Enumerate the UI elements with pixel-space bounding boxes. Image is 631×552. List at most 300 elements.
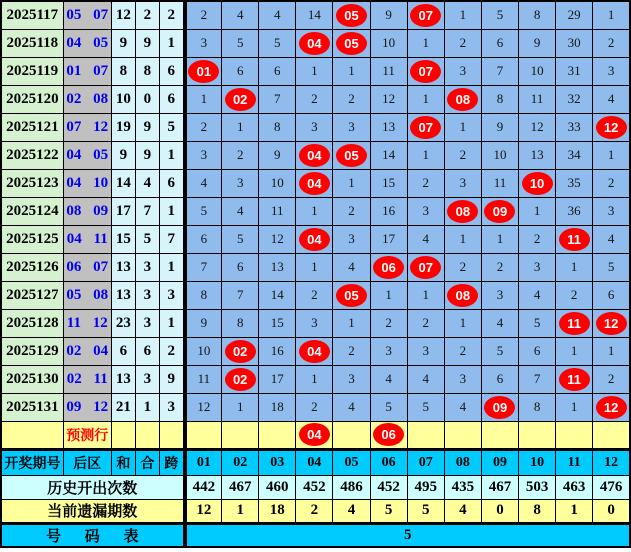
sum-cell: 13 xyxy=(111,281,135,309)
miss-count-cell: 31 xyxy=(556,57,593,85)
current-miss-value: 5 xyxy=(407,499,444,523)
back-zone-cell: 04 05 xyxy=(63,141,111,169)
miss-count-cell: 4 xyxy=(444,393,481,421)
hezhi-cell: 5 xyxy=(135,225,159,253)
miss-count-cell: 1 xyxy=(333,169,370,197)
period-cell: 2025120 xyxy=(1,85,63,113)
sum-cell: 17 xyxy=(111,197,135,225)
hezhi-cell: 6 xyxy=(135,337,159,365)
prediction-cell xyxy=(185,421,222,449)
miss-count-cell: 1 xyxy=(333,309,370,337)
miss-count-cell: 4 xyxy=(481,309,518,337)
miss-count-cell: 7 xyxy=(519,365,556,393)
hezhi-cell: 3 xyxy=(135,253,159,281)
hit-number-ball: 09 xyxy=(484,200,515,223)
miss-count-cell: 4 xyxy=(185,169,222,197)
miss-count-cell: 1 xyxy=(296,57,333,85)
number-table-value: 5 xyxy=(185,523,630,547)
miss-count-cell: 30 xyxy=(556,29,593,57)
header-number-cell: 05 xyxy=(333,449,370,475)
header-number-cell: 02 xyxy=(222,449,259,475)
miss-count-cell: 1 xyxy=(333,57,370,85)
miss-count-cell: 2 xyxy=(444,29,481,57)
miss-count-cell: 4 xyxy=(259,1,296,29)
miss-count-cell: 16 xyxy=(370,197,407,225)
history-count-value: 435 xyxy=(444,475,481,499)
miss-count-cell: 2 xyxy=(444,253,481,281)
sum-cell: 10 xyxy=(111,85,135,113)
miss-count-cell: 2 xyxy=(370,309,407,337)
hit-number-ball: 04 xyxy=(299,32,330,55)
hit-number-ball: 07 xyxy=(410,256,441,279)
miss-count-cell: 5 xyxy=(370,393,407,421)
miss-count-cell: 11 xyxy=(519,85,556,113)
miss-count-cell: 4 xyxy=(519,281,556,309)
miss-count-cell: 1 xyxy=(593,141,630,169)
current-miss-label: 当前遗漏期数 xyxy=(1,499,185,523)
miss-count-cell: 1 xyxy=(444,1,481,29)
miss-count-cell xyxy=(333,141,370,169)
current-miss-value: 4 xyxy=(444,499,481,523)
miss-count-cell: 4 xyxy=(333,253,370,281)
back-zone-cell: 02 04 xyxy=(63,337,111,365)
hit-number-ball: 01 xyxy=(188,60,219,83)
number-table-row xyxy=(1,523,630,547)
prediction-cell xyxy=(556,421,593,449)
miss-count-cell: 12 xyxy=(185,393,222,421)
prediction-cell xyxy=(222,421,259,449)
hit-number-ball: 08 xyxy=(447,284,478,307)
miss-count-cell: 1 xyxy=(593,337,630,365)
hit-number-ball: 04 xyxy=(299,340,330,363)
miss-count-cell: 13 xyxy=(370,113,407,141)
period-cell: 2025128 xyxy=(1,309,63,337)
back-zone-cell: 11 12 xyxy=(63,309,111,337)
hezhi-cell: 1 xyxy=(135,393,159,421)
miss-count-cell: 5 xyxy=(593,253,630,281)
draw-row xyxy=(1,393,630,421)
kuadu-cell: 1 xyxy=(159,309,184,337)
miss-count-cell xyxy=(370,253,407,281)
hit-number-ball: 07 xyxy=(410,116,441,139)
back-zone-cell: 05 08 xyxy=(63,281,111,309)
miss-count-cell: 15 xyxy=(259,309,296,337)
miss-count-cell: 3 xyxy=(593,57,630,85)
hit-number-ball: 06 xyxy=(373,423,404,446)
kuadu-cell: 1 xyxy=(159,141,184,169)
history-count-value: 460 xyxy=(259,475,296,499)
miss-count-cell: 3 xyxy=(407,197,444,225)
miss-count-cell xyxy=(222,365,259,393)
kuadu-cell: 7 xyxy=(159,225,184,253)
header-number-cell: 12 xyxy=(593,449,630,475)
miss-count-cell: 5 xyxy=(481,337,518,365)
miss-count-cell: 3 xyxy=(481,281,518,309)
header-number-cell: 10 xyxy=(519,449,556,475)
current-miss-value: 12 xyxy=(185,499,222,523)
miss-count-cell: 9 xyxy=(370,1,407,29)
back-zone-cell: 01 07 xyxy=(63,57,111,85)
kuadu-cell: 5 xyxy=(159,113,184,141)
sum-cell: 23 xyxy=(111,309,135,337)
sum-cell: 13 xyxy=(111,253,135,281)
back-zone-cell: 06 07 xyxy=(63,253,111,281)
kuadu-cell: 6 xyxy=(159,57,184,85)
miss-count-cell xyxy=(222,85,259,113)
header-sum-label: 和 xyxy=(111,449,135,475)
miss-count-cell xyxy=(296,337,333,365)
draw-row xyxy=(1,29,630,57)
current-miss-value: 8 xyxy=(519,499,556,523)
sum-cell: 15 xyxy=(111,225,135,253)
hezhi-cell: 3 xyxy=(135,309,159,337)
miss-count-cell: 9 xyxy=(481,113,518,141)
miss-count-cell: 1 xyxy=(185,85,222,113)
column-header-row xyxy=(1,449,630,475)
miss-count-cell: 3 xyxy=(185,141,222,169)
header-back-label: 后区 xyxy=(63,449,111,475)
miss-count-cell: 1 xyxy=(481,225,518,253)
miss-count-cell: 7 xyxy=(481,57,518,85)
hezhi-cell: 7 xyxy=(135,197,159,225)
hit-number-ball: 04 xyxy=(299,172,330,195)
miss-count-cell: 11 xyxy=(185,365,222,393)
prediction-empty-cell xyxy=(135,421,159,449)
draw-row xyxy=(1,1,630,29)
history-count-row xyxy=(1,475,630,499)
header-number-cell: 08 xyxy=(444,449,481,475)
period-cell: 2025118 xyxy=(1,29,63,57)
miss-count-cell: 8 xyxy=(519,393,556,421)
prediction-empty-cell xyxy=(111,421,135,449)
current-miss-value: 4 xyxy=(333,499,370,523)
sum-cell: 21 xyxy=(111,393,135,421)
period-cell: 2025123 xyxy=(1,169,63,197)
miss-count-cell: 3 xyxy=(333,225,370,253)
miss-count-cell: 6 xyxy=(259,57,296,85)
miss-count-cell xyxy=(556,365,593,393)
history-count-value: 452 xyxy=(370,475,407,499)
hit-number-ball: 05 xyxy=(336,32,367,55)
miss-count-cell: 5 xyxy=(222,225,259,253)
prediction-cell xyxy=(444,421,481,449)
header-number-cell: 01 xyxy=(185,449,222,475)
kuadu-cell: 1 xyxy=(159,253,184,281)
period-cell: 2025129 xyxy=(1,337,63,365)
draw-row xyxy=(1,337,630,365)
miss-count-cell: 3 xyxy=(333,365,370,393)
miss-count-cell: 7 xyxy=(185,253,222,281)
miss-count-cell: 2 xyxy=(407,309,444,337)
miss-count-cell xyxy=(444,85,481,113)
period-cell: 2025127 xyxy=(1,281,63,309)
back-zone-cell: 04 05 xyxy=(63,29,111,57)
sum-cell: 9 xyxy=(111,29,135,57)
miss-count-cell xyxy=(519,169,556,197)
miss-count-cell: 6 xyxy=(185,225,222,253)
miss-count-cell: 1 xyxy=(370,281,407,309)
miss-count-cell xyxy=(593,113,630,141)
hit-number-ball: 07 xyxy=(410,60,441,83)
miss-count-cell: 5 xyxy=(259,29,296,57)
miss-count-cell: 4 xyxy=(593,225,630,253)
header-kua-label: 跨 xyxy=(159,449,184,475)
back-zone-cell: 05 07 xyxy=(63,1,111,29)
miss-count-cell: 4 xyxy=(222,197,259,225)
miss-count-cell: 2 xyxy=(556,281,593,309)
miss-count-cell: 8 xyxy=(222,309,259,337)
miss-count-cell: 4 xyxy=(333,393,370,421)
miss-count-cell: 2 xyxy=(481,253,518,281)
hit-number-ball: 09 xyxy=(484,396,515,419)
hit-number-ball: 08 xyxy=(447,88,478,111)
header-number-cell: 06 xyxy=(370,449,407,475)
header-number-cell: 09 xyxy=(481,449,518,475)
miss-count-cell xyxy=(333,29,370,57)
miss-count-cell: 6 xyxy=(222,57,259,85)
current-miss-value: 18 xyxy=(259,499,296,523)
miss-count-cell xyxy=(333,1,370,29)
history-count-value: 486 xyxy=(333,475,370,499)
kuadu-cell: 2 xyxy=(159,1,184,29)
sum-cell: 9 xyxy=(111,141,135,169)
hezhi-cell: 2 xyxy=(135,1,159,29)
miss-count-cell: 11 xyxy=(370,57,407,85)
draw-row xyxy=(1,85,630,113)
sum-cell: 13 xyxy=(111,365,135,393)
miss-count-cell: 7 xyxy=(222,281,259,309)
header-period-label: 开奖期号 xyxy=(1,449,63,475)
miss-count-cell: 5 xyxy=(185,197,222,225)
back-zone-cell: 08 09 xyxy=(63,197,111,225)
period-cell: 2025126 xyxy=(1,253,63,281)
miss-count-cell: 3 xyxy=(370,337,407,365)
miss-count-cell: 4 xyxy=(222,1,259,29)
miss-count-cell: 4 xyxy=(593,85,630,113)
kuadu-cell: 2 xyxy=(159,337,184,365)
miss-count-cell: 4 xyxy=(407,365,444,393)
sum-cell: 8 xyxy=(111,57,135,85)
miss-count-cell: 3 xyxy=(222,169,259,197)
hit-number-ball: 12 xyxy=(596,312,627,335)
history-count-value: 476 xyxy=(593,475,630,499)
miss-count-cell: 2 xyxy=(296,85,333,113)
miss-count-cell: 17 xyxy=(370,225,407,253)
miss-count-cell: 11 xyxy=(259,197,296,225)
miss-count-cell: 9 xyxy=(519,29,556,57)
miss-count-cell xyxy=(333,281,370,309)
hit-number-ball: 05 xyxy=(336,144,367,167)
miss-count-cell: 5 xyxy=(481,1,518,29)
kuadu-cell: 9 xyxy=(159,365,184,393)
prediction-cell xyxy=(370,421,407,449)
miss-count-cell: 35 xyxy=(556,169,593,197)
miss-count-cell: 10 xyxy=(259,169,296,197)
kuadu-cell: 3 xyxy=(159,393,184,421)
hezhi-cell: 0 xyxy=(135,85,159,113)
back-zone-cell: 02 08 xyxy=(63,85,111,113)
period-cell: 2025130 xyxy=(1,365,63,393)
miss-count-cell: 1 xyxy=(407,85,444,113)
current-miss-value: 2 xyxy=(296,499,333,523)
current-miss-value: 0 xyxy=(593,499,630,523)
miss-count-cell xyxy=(593,393,630,421)
period-cell: 2025122 xyxy=(1,141,63,169)
back-zone-cell: 04 10 xyxy=(63,169,111,197)
period-cell: 2025131 xyxy=(1,393,63,421)
miss-count-cell: 2 xyxy=(333,197,370,225)
miss-count-cell xyxy=(593,309,630,337)
miss-count-cell: 18 xyxy=(259,393,296,421)
miss-count-cell: 2 xyxy=(185,113,222,141)
hezhi-cell: 9 xyxy=(135,113,159,141)
draw-row xyxy=(1,309,630,337)
period-cell: 2025121 xyxy=(1,113,63,141)
miss-count-cell: 3 xyxy=(407,337,444,365)
back-zone-cell: 04 11 xyxy=(63,225,111,253)
miss-count-cell: 15 xyxy=(370,169,407,197)
miss-count-cell: 12 xyxy=(519,113,556,141)
kuadu-cell: 6 xyxy=(159,169,184,197)
header-number-cell: 11 xyxy=(556,449,593,475)
miss-count-cell: 3 xyxy=(444,365,481,393)
miss-count-cell: 4 xyxy=(370,365,407,393)
draw-row xyxy=(1,225,630,253)
draw-row xyxy=(1,281,630,309)
miss-count-cell: 1 xyxy=(407,281,444,309)
miss-count-cell: 2 xyxy=(333,85,370,113)
miss-count-cell: 2 xyxy=(444,141,481,169)
miss-count-cell: 3 xyxy=(296,309,333,337)
miss-count-cell: 10 xyxy=(519,57,556,85)
hezhi-cell: 3 xyxy=(135,281,159,309)
miss-count-cell: 33 xyxy=(556,113,593,141)
miss-count-cell: 9 xyxy=(185,309,222,337)
history-count-value: 463 xyxy=(556,475,593,499)
miss-count-cell: 2 xyxy=(296,393,333,421)
hezhi-cell: 4 xyxy=(135,169,159,197)
prediction-cell xyxy=(593,421,630,449)
hit-number-ball: 04 xyxy=(299,144,330,167)
miss-count-cell: 3 xyxy=(185,29,222,57)
hit-number-ball: 02 xyxy=(225,88,256,111)
miss-count-cell: 1 xyxy=(296,365,333,393)
hit-number-ball: 05 xyxy=(336,284,367,307)
history-count-label: 历史开出次数 xyxy=(1,475,185,499)
miss-count-cell: 32 xyxy=(556,85,593,113)
hit-number-ball: 02 xyxy=(225,340,256,363)
miss-count-cell xyxy=(444,197,481,225)
hit-number-ball: 06 xyxy=(373,256,404,279)
kuadu-cell: 1 xyxy=(159,29,184,57)
back-zone-cell: 02 11 xyxy=(63,365,111,393)
miss-count-cell: 8 xyxy=(259,113,296,141)
miss-count-cell: 1 xyxy=(556,337,593,365)
history-count-value: 452 xyxy=(296,475,333,499)
hit-number-ball: 12 xyxy=(596,396,627,419)
miss-count-cell: 29 xyxy=(556,1,593,29)
prediction-label: 预测行 xyxy=(63,421,111,449)
miss-count-cell: 14 xyxy=(259,281,296,309)
hit-number-ball: 10 xyxy=(522,172,553,195)
header-number-cell: 04 xyxy=(296,449,333,475)
history-count-value: 467 xyxy=(222,475,259,499)
miss-count-cell: 2 xyxy=(185,1,222,29)
miss-count-cell: 36 xyxy=(556,197,593,225)
miss-count-cell: 2 xyxy=(444,337,481,365)
back-zone-cell: 09 12 xyxy=(63,393,111,421)
miss-count-cell: 6 xyxy=(481,365,518,393)
miss-count-cell: 3 xyxy=(519,253,556,281)
period-cell: 2025119 xyxy=(1,57,63,85)
miss-count-cell: 1 xyxy=(407,141,444,169)
miss-count-cell: 3 xyxy=(444,169,481,197)
miss-count-cell: 14 xyxy=(370,141,407,169)
current-miss-row xyxy=(1,499,630,523)
current-miss-value: 1 xyxy=(556,499,593,523)
sum-cell: 12 xyxy=(111,1,135,29)
miss-count-cell: 1 xyxy=(593,1,630,29)
miss-count-cell xyxy=(296,225,333,253)
miss-count-cell: 1 xyxy=(222,113,259,141)
miss-count-cell: 16 xyxy=(259,337,296,365)
current-miss-value: 0 xyxy=(481,499,518,523)
header-number-cell: 07 xyxy=(407,449,444,475)
miss-count-cell: 1 xyxy=(296,253,333,281)
miss-count-cell: 17 xyxy=(259,365,296,393)
hit-number-ball: 07 xyxy=(410,4,441,27)
miss-count-cell xyxy=(556,309,593,337)
prediction-cell xyxy=(519,421,556,449)
draw-row xyxy=(1,141,630,169)
miss-count-cell: 14 xyxy=(296,1,333,29)
kuadu-cell: 3 xyxy=(159,281,184,309)
miss-count-cell: 1 xyxy=(519,197,556,225)
history-count-value: 442 xyxy=(185,475,222,499)
number-table-label: 号 码 表 xyxy=(1,523,185,547)
miss-count-cell: 8 xyxy=(519,1,556,29)
draw-row xyxy=(1,365,630,393)
miss-count-cell: 2 xyxy=(333,337,370,365)
miss-count-cell: 6 xyxy=(519,337,556,365)
hit-number-ball: 12 xyxy=(596,116,627,139)
prediction-empty-cell xyxy=(1,421,63,449)
miss-count-cell: 2 xyxy=(222,141,259,169)
hit-number-ball: 11 xyxy=(559,368,590,391)
miss-count-cell: 1 xyxy=(556,253,593,281)
draw-row xyxy=(1,57,630,85)
back-zone-cell: 07 12 xyxy=(63,113,111,141)
prediction-empty-cell xyxy=(159,421,184,449)
hezhi-cell: 9 xyxy=(135,29,159,57)
draw-row xyxy=(1,253,630,281)
current-miss-value: 5 xyxy=(370,499,407,523)
miss-count-cell xyxy=(222,337,259,365)
miss-count-cell: 10 xyxy=(370,29,407,57)
header-he-label: 合 xyxy=(135,449,159,475)
miss-count-cell: 4 xyxy=(407,225,444,253)
history-count-value: 495 xyxy=(407,475,444,499)
miss-count-cell xyxy=(481,197,518,225)
sum-cell: 6 xyxy=(111,337,135,365)
miss-count-cell: 10 xyxy=(481,141,518,169)
sum-cell: 19 xyxy=(111,113,135,141)
miss-count-cell: 2 xyxy=(519,225,556,253)
miss-count-cell xyxy=(444,281,481,309)
hezhi-cell: 8 xyxy=(135,57,159,85)
miss-count-cell: 1 xyxy=(296,197,333,225)
miss-count-cell: 8 xyxy=(481,85,518,113)
